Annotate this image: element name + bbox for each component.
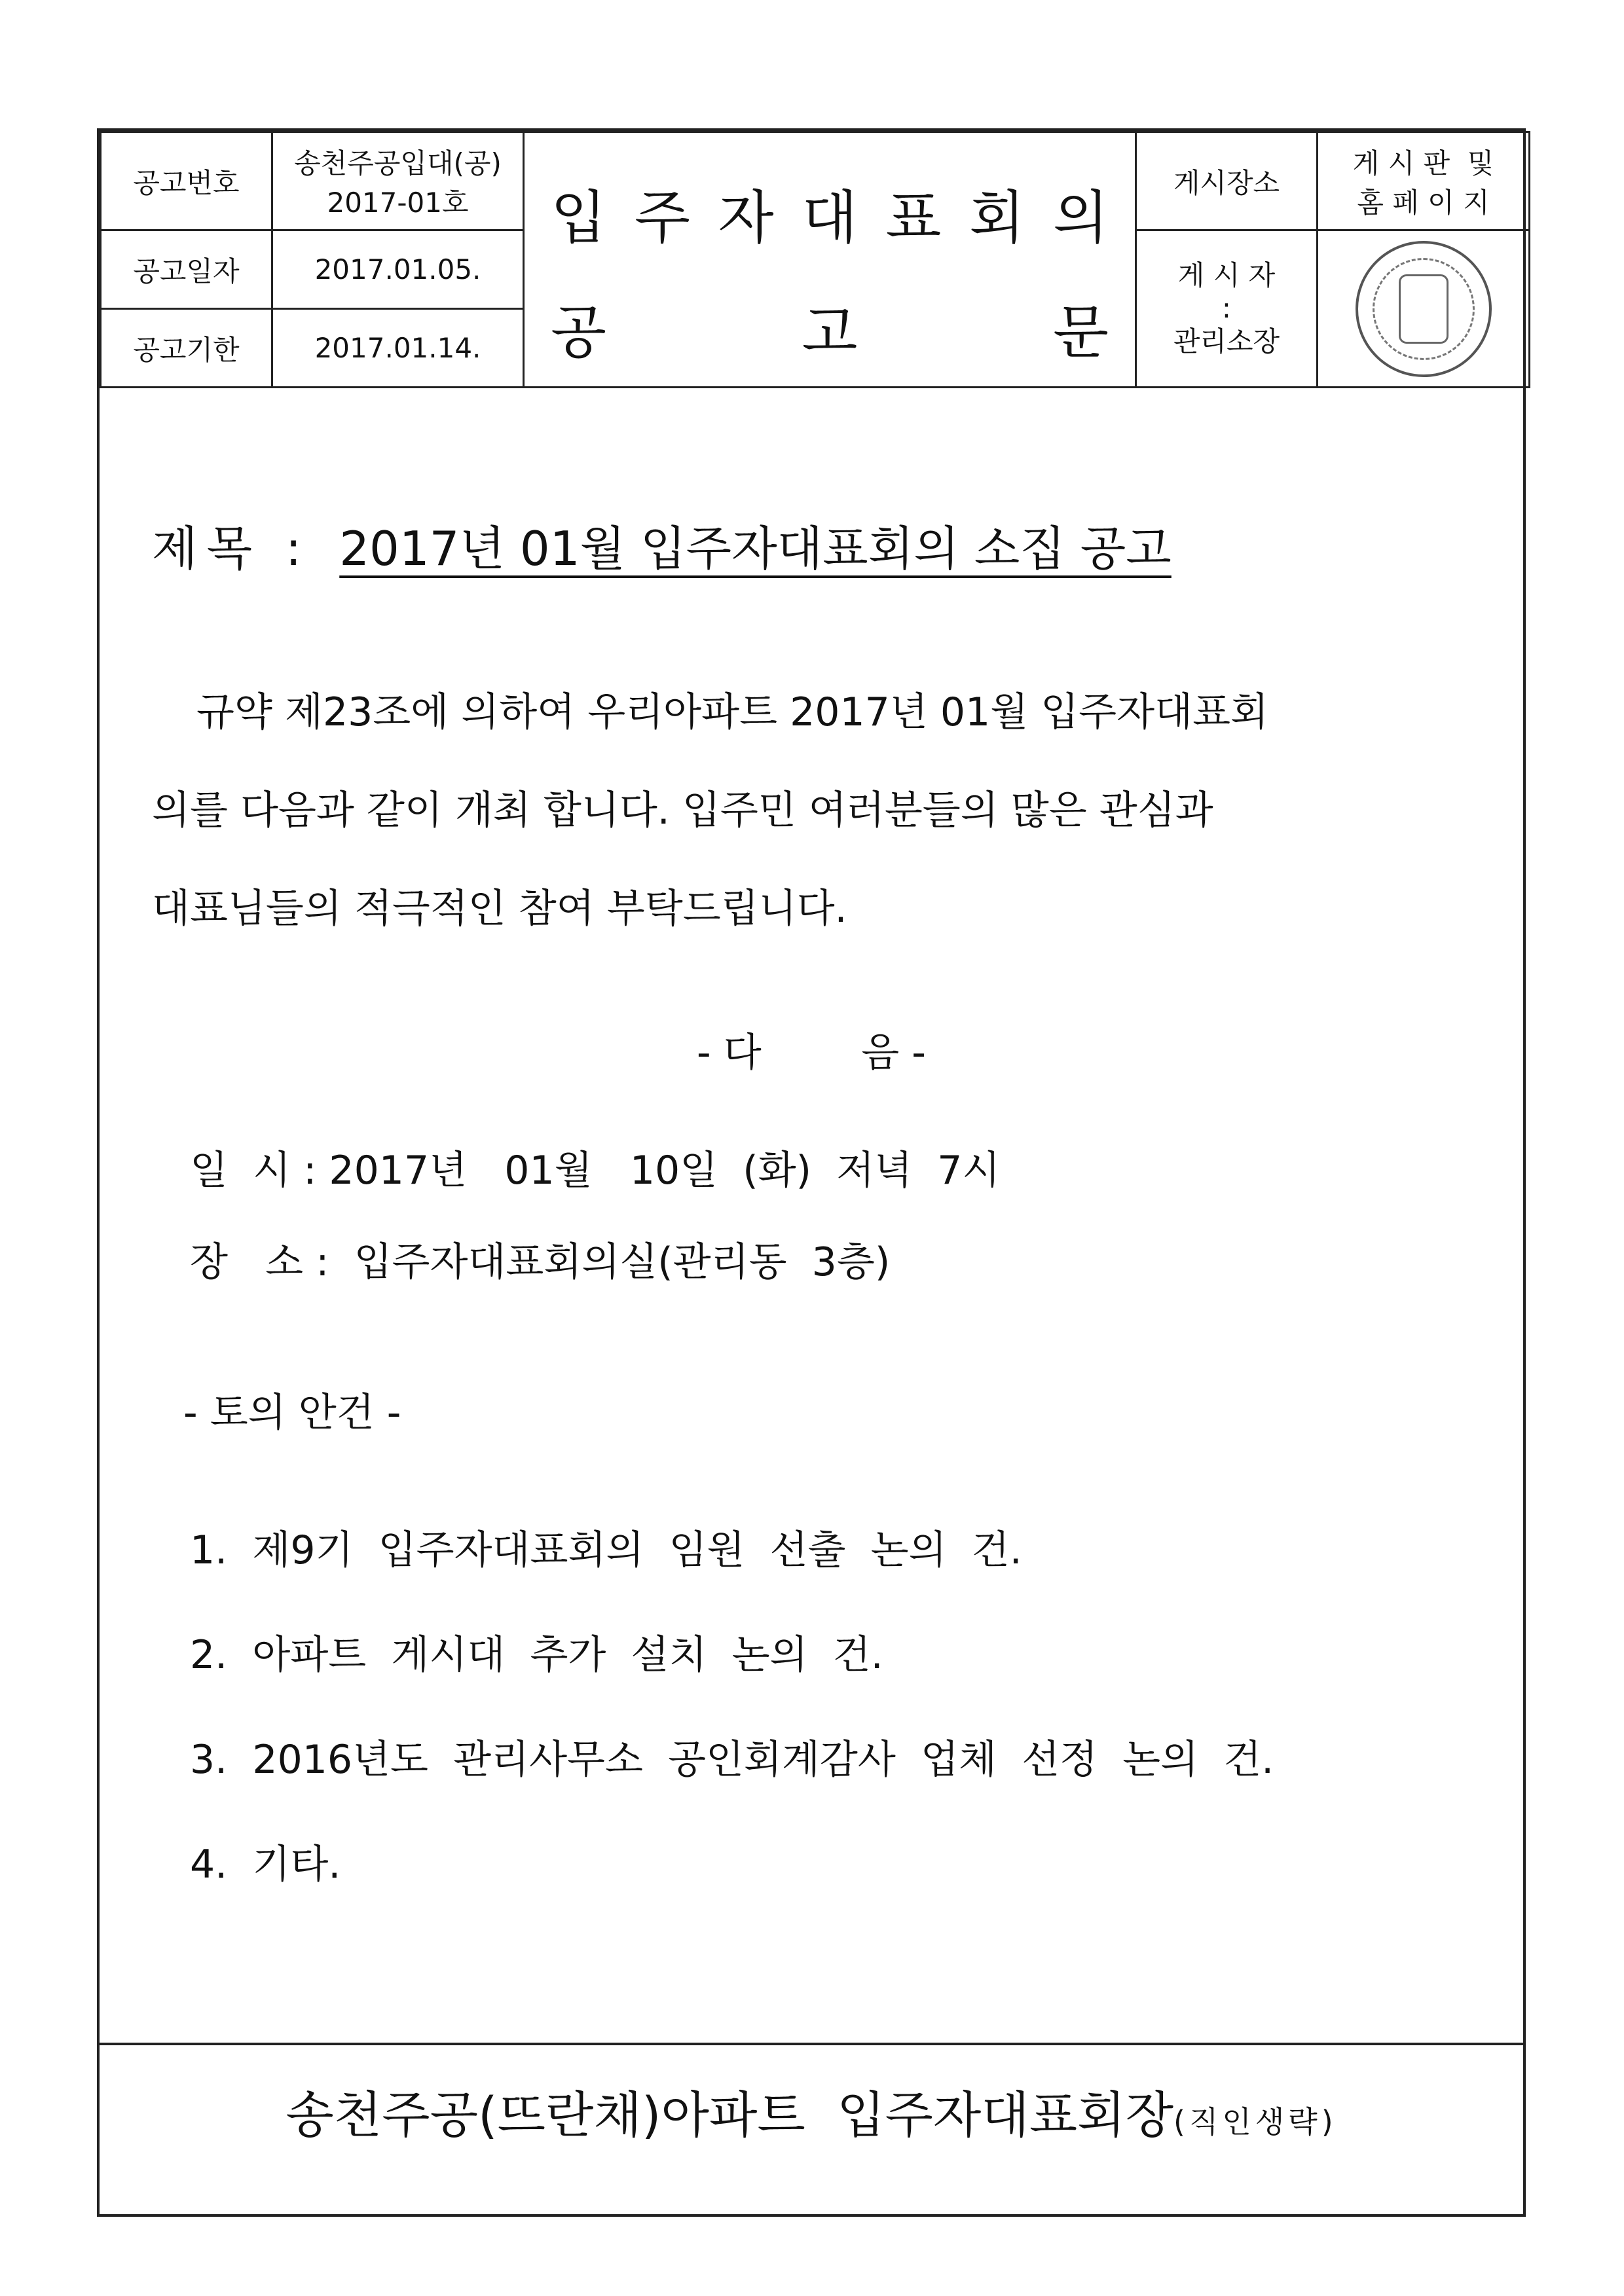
title-char: 문 xyxy=(1052,299,1109,366)
subject-line xyxy=(152,511,1172,579)
title-char: 표 xyxy=(885,184,942,251)
agenda-heading: - 토의 안건 - xyxy=(183,1390,401,1436)
footer-signature: 송천주공(뜨란채)아파트 입주자대표회장 xyxy=(286,2086,1174,2144)
poster-line2: : xyxy=(1221,292,1232,325)
official-seal-icon xyxy=(1356,241,1492,377)
detail-place: 장 소 : 입주자대표회의실(관리동 3층) xyxy=(190,1239,891,1285)
notice-no-line2: 2017-01호 xyxy=(327,186,469,219)
subject-text: 2017년 01월 입주자대표회의 소집 공고 xyxy=(339,521,1172,576)
poster-line1: 게 시 자 xyxy=(1177,259,1276,291)
footer-divider xyxy=(97,2043,1526,2045)
title-char: 주 xyxy=(634,184,690,251)
subject-label: 제목 : xyxy=(152,521,311,576)
title-char: 공 xyxy=(551,299,607,366)
place-line2: 홈 페 이 지 xyxy=(1357,186,1490,219)
footer xyxy=(97,2075,1526,2147)
agenda-item-1: 1. 제9기 입주자대표회의 임원 선출 논의 건. xyxy=(190,1527,1022,1573)
next-heading: - 다 음 - xyxy=(697,1030,926,1076)
detail-datetime: 일 시 : 2017년 01월 10일 (화) 저녁 7시 xyxy=(190,1148,1001,1194)
poster-line3: 관리소장 xyxy=(1173,325,1280,357)
body-line-3: 대표님들의 적극적인 참여 부탁드립니다. xyxy=(152,886,847,932)
header-table xyxy=(100,131,1530,388)
place-line1: 게 시 판 및 xyxy=(1352,147,1494,179)
title-char: 자 xyxy=(718,184,774,251)
title-line1 xyxy=(551,172,1109,255)
agenda-item-4: 4. 기타. xyxy=(190,1842,341,1887)
place-value xyxy=(1318,132,1530,230)
poster-label xyxy=(1136,230,1318,388)
seal-cell xyxy=(1318,230,1530,388)
title-line2 xyxy=(551,287,1109,369)
notice-no-label: 공고번호 xyxy=(101,132,272,230)
body-line-1: 규약 제23조에 의하여 우리아파트 2017년 01월 입주자대표회 xyxy=(196,689,1268,735)
title-char: 대 xyxy=(802,184,858,251)
notice-title xyxy=(524,132,1136,388)
body-line-2: 의를 다음과 같이 개최 합니다. 입주민 여러분들의 많은 관심과 xyxy=(152,788,1213,833)
agenda-item-3: 3. 2016년도 관리사무소 공인회계감사 업체 선정 논의 건. xyxy=(190,1737,1274,1783)
footer-note: (직인생략) xyxy=(1173,2104,1337,2140)
agenda-item-2: 2. 아파트 게시대 추가 설치 논의 건. xyxy=(190,1632,883,1678)
title-char: 회 xyxy=(969,184,1025,251)
title-char: 의 xyxy=(1052,184,1109,251)
deadline-label: 공고기한 xyxy=(101,309,272,388)
notice-date-value: 2017.01.05. xyxy=(272,230,524,309)
notice-no-line1: 송천주공입대(공) xyxy=(294,147,502,179)
title-char: 고 xyxy=(802,299,858,366)
notice-date-label: 공고일자 xyxy=(101,230,272,309)
place-label: 게시장소 xyxy=(1136,132,1318,230)
notice-no-value xyxy=(272,132,524,230)
title-char: 입 xyxy=(551,184,607,251)
deadline-value: 2017.01.14. xyxy=(272,309,524,388)
